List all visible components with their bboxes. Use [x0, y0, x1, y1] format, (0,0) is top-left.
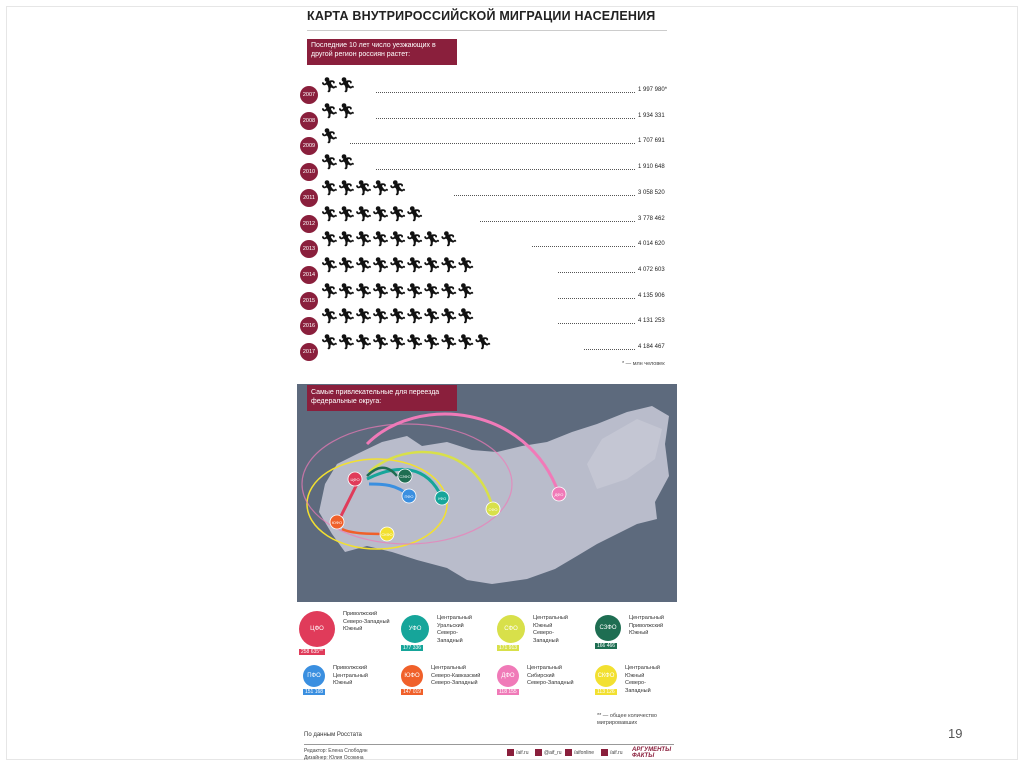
migration-row	[297, 129, 677, 155]
migration-count: 4 184 467	[638, 344, 665, 350]
year-badge: 2014	[300, 266, 318, 284]
destination-item: Центральный	[527, 665, 562, 671]
footer-divider	[304, 744, 674, 745]
destination-item: Южный	[343, 626, 363, 632]
running-person-icon: 🏃︎	[473, 334, 491, 351]
district-total: 166 466	[597, 643, 616, 649]
people-icons	[320, 284, 473, 300]
year-badge: 2008	[300, 112, 318, 130]
running-person-icon: 🏃︎	[354, 205, 372, 223]
running-person-icon: 🏃︎	[337, 102, 355, 120]
running-person-icon: 🏃︎	[371, 231, 389, 249]
destination-item: Северо-	[437, 630, 458, 636]
running-person-icon: 🏃︎	[320, 77, 338, 94]
migration-count: 3 058 520	[638, 189, 665, 196]
destination-item: Западный	[625, 687, 651, 694]
dotted-leader	[480, 221, 635, 222]
running-person-icon: 🏃︎	[456, 256, 474, 274]
running-person-icon: 🏃︎	[320, 205, 338, 223]
year-badge: 2012	[300, 215, 318, 233]
people-icons	[320, 207, 422, 223]
running-person-icon: 🏃︎	[354, 179, 372, 197]
running-person-icon: 🏃︎	[320, 231, 338, 249]
running-person-icon: 🏃︎	[337, 205, 355, 223]
destination-item: Западный	[437, 637, 463, 644]
running-person-icon: 🏃︎	[422, 256, 440, 274]
migration-row	[297, 232, 677, 258]
district-legend	[297, 605, 677, 715]
district-circle: СЗФО	[595, 615, 621, 641]
destination-item: Приволжский	[333, 665, 368, 671]
migration-row	[297, 309, 677, 335]
destination-list	[333, 665, 368, 688]
dotted-leader	[532, 246, 635, 247]
running-person-icon: 🏃︎	[337, 179, 355, 197]
migration-map	[297, 384, 677, 602]
district-circle: ДФО	[497, 665, 519, 687]
running-person-icon: 🏃︎	[405, 231, 423, 249]
district-total: 177 336	[403, 645, 422, 651]
running-person-icon: 🏃︎	[388, 308, 406, 326]
dotted-leader	[350, 143, 635, 144]
running-person-icon: 🏃︎	[388, 334, 406, 351]
year-badge: 2009	[300, 137, 318, 155]
migration-row	[297, 78, 677, 104]
running-person-icon: 🏃︎	[456, 308, 474, 326]
running-person-icon: 🏃︎	[320, 282, 338, 300]
running-person-icon: 🏃︎	[388, 282, 406, 300]
district-circle: ЦФО	[299, 611, 335, 647]
district-total: 258 635**	[301, 649, 323, 655]
running-person-icon: 🏃︎	[320, 334, 338, 351]
destination-item: Северо-Западный	[431, 680, 478, 686]
running-person-icon: 🏃︎	[320, 256, 338, 274]
running-person-icon: 🏃︎	[371, 282, 389, 300]
dotted-leader	[376, 169, 635, 170]
running-person-icon: 🏃︎	[439, 231, 457, 249]
running-person-icon: 🏃︎	[320, 128, 338, 146]
district-node-label: УФО	[437, 496, 447, 501]
people-icons	[320, 104, 354, 120]
people-icons	[320, 78, 354, 94]
legend-district	[303, 661, 393, 709]
migration-count: 4 131 253	[638, 318, 665, 325]
destination-list	[437, 615, 472, 645]
district-circle: СФО	[497, 615, 525, 643]
migration-count: 4 014 620	[638, 241, 665, 248]
district-node-label: ПФО	[404, 494, 414, 499]
page-number: 19	[948, 726, 963, 741]
legend-district	[299, 607, 389, 655]
year-badge: 2017	[300, 343, 318, 361]
destination-item: Уральский	[437, 622, 464, 629]
running-person-icon: 🏃︎	[422, 334, 440, 351]
migration-count: 1 910 648	[638, 164, 665, 171]
running-person-icon: 🏃︎	[388, 205, 406, 223]
destination-item: Северо-Западный	[343, 618, 390, 625]
running-person-icon: 🏃︎	[371, 205, 389, 223]
district-total: 113 126	[597, 689, 615, 695]
running-person-icon: 🏃︎	[456, 334, 474, 351]
district-node-label: СЗФО	[399, 474, 411, 479]
running-person-icon: 🏃︎	[439, 282, 457, 300]
district-node-label: ЦФО	[350, 477, 360, 482]
dotted-leader	[376, 92, 635, 93]
facebook-icon	[565, 749, 572, 756]
title-divider	[307, 30, 667, 31]
migration-count: 1 997 980*	[638, 87, 668, 93]
destination-item: Северо-Кавказский	[431, 672, 481, 679]
destination-list	[533, 615, 568, 645]
vk-icon	[507, 749, 514, 756]
migration-count: 1 934 331	[638, 112, 665, 119]
running-person-icon: 🏃︎	[422, 231, 440, 249]
ok-icon	[601, 749, 608, 756]
credits	[304, 748, 368, 762]
social-vk[interactable]: /aif.ru	[507, 749, 529, 756]
district-circle: ПФО	[303, 665, 325, 687]
twitter-icon	[535, 749, 542, 756]
people-icons	[320, 129, 337, 145]
data-source: По данным Росстата	[304, 732, 362, 738]
infographic	[297, 0, 677, 767]
destination-item: Приволжский	[343, 611, 378, 617]
legend-district	[497, 661, 587, 709]
legend-district	[595, 661, 685, 709]
destination-item: Южный	[533, 622, 553, 629]
designer-credit: Дизайнер: Юлия Осокина	[304, 755, 364, 761]
destination-item: Центральный	[431, 665, 466, 671]
destination-item: Северо-	[533, 630, 554, 636]
destination-item: Южный	[625, 672, 645, 679]
running-person-icon: 🏃︎	[354, 231, 372, 249]
dotted-leader	[558, 323, 635, 324]
district-circle: СКФО	[595, 665, 617, 687]
running-person-icon: 🏃︎	[337, 154, 355, 172]
district-total: 118 155	[499, 689, 517, 695]
destination-item: Центральный	[333, 672, 368, 679]
migration-row	[297, 335, 677, 361]
running-person-icon: 🏃︎	[354, 334, 372, 351]
destination-item: Сибирский	[527, 672, 555, 679]
migration-row	[297, 104, 677, 130]
legend-district	[401, 661, 491, 709]
people-icons	[320, 335, 490, 351]
destination-list	[625, 665, 660, 695]
running-person-icon: 🏃︎	[422, 282, 440, 300]
destination-item: Северо-Западный	[527, 680, 574, 686]
intro-caption: Последние 10 лет число уезжающих в другой регион россиян растет:	[307, 39, 457, 65]
district-circle: ЮФО	[401, 665, 423, 687]
social-ok[interactable]: /aif.ru	[601, 749, 623, 756]
destination-item: Центральный	[533, 615, 568, 621]
running-person-icon: 🏃︎	[337, 282, 355, 300]
destination-item: Центральный	[437, 615, 472, 621]
district-node-label: СФО	[488, 507, 498, 512]
running-person-icon: 🏃︎	[320, 102, 338, 120]
running-person-icon: 🏃︎	[422, 308, 440, 326]
social-facebook[interactable]: /aifonline	[565, 749, 594, 756]
running-person-icon: 🏃︎	[456, 282, 474, 300]
running-person-icon: 🏃︎	[354, 308, 372, 326]
running-person-icon: 🏃︎	[439, 334, 457, 351]
district-node-label: ДФО	[554, 492, 564, 497]
dotted-leader	[454, 195, 635, 196]
migration-row	[297, 155, 677, 181]
migration-count: 4 135 906	[638, 292, 665, 299]
unit-footnote: * — млн человек	[622, 361, 665, 367]
year-badge: 2007	[300, 86, 318, 104]
people-icons	[320, 155, 354, 171]
running-person-icon: 🏃︎	[405, 308, 423, 326]
dotted-leader	[584, 349, 635, 350]
running-person-icon: 🏃︎	[405, 282, 423, 300]
dotted-leader	[376, 118, 635, 119]
infographic-title: КАРТА ВНУТРИРОССИЙСКОЙ МИГРАЦИИ НАСЕЛЕНИЯ	[307, 9, 656, 23]
district-total: 151 168	[305, 689, 324, 695]
destination-list	[343, 611, 390, 634]
destination-item: Приволжский	[629, 622, 664, 629]
running-person-icon: 🏃︎	[439, 308, 457, 326]
russia-map-svg	[297, 384, 677, 602]
year-badge: 2016	[300, 317, 318, 335]
running-person-icon: 🏃︎	[371, 334, 389, 351]
running-person-icon: 🏃︎	[371, 256, 389, 274]
running-person-icon: 🏃︎	[337, 77, 355, 94]
running-person-icon: 🏃︎	[405, 256, 423, 274]
destination-item: Западный	[533, 637, 559, 644]
district-circle: УФО	[401, 615, 429, 643]
destination-list	[629, 615, 664, 638]
migration-row	[297, 258, 677, 284]
running-person-icon: 🏃︎	[388, 256, 406, 274]
district-total: 171 913	[499, 645, 518, 651]
running-person-icon: 🏃︎	[388, 179, 406, 197]
running-person-icon: 🏃︎	[405, 205, 423, 223]
year-badge: 2010	[300, 163, 318, 181]
running-person-icon: 🏃︎	[371, 179, 389, 197]
legend-footnote: ** — общее количество мигрировавших	[597, 713, 657, 726]
year-badge: 2015	[300, 292, 318, 310]
map-caption: Самые привлекательные для переезда федеральные округа:	[307, 385, 457, 411]
legend-district	[497, 611, 587, 659]
people-icons	[320, 181, 405, 197]
destination-list	[527, 665, 574, 688]
editor-credit: Редактор: Елена Слободян	[304, 748, 368, 754]
running-person-icon: 🏃︎	[405, 334, 423, 351]
running-person-icon: 🏃︎	[337, 231, 355, 249]
migration-row	[297, 181, 677, 207]
running-person-icon: 🏃︎	[354, 282, 372, 300]
running-person-icon: 🏃︎	[320, 179, 338, 197]
running-person-icon: 🏃︎	[354, 256, 372, 274]
people-icons	[320, 232, 456, 248]
destination-item: Центральный	[625, 665, 660, 671]
destination-item: Южный	[629, 630, 649, 636]
destination-item: Северо-	[625, 680, 646, 686]
district-node-label: СКФО	[381, 532, 393, 537]
destination-item: Южный	[333, 680, 353, 686]
migration-count: 4 072 603	[638, 266, 665, 273]
running-person-icon: 🏃︎	[320, 308, 338, 326]
destination-item: Центральный	[629, 615, 664, 621]
running-person-icon: 🏃︎	[371, 308, 389, 326]
year-badge: 2011	[300, 189, 318, 207]
people-icons	[320, 258, 473, 274]
running-person-icon: 🏃︎	[439, 256, 457, 274]
district-node-label: ЮФО	[331, 520, 343, 525]
year-badge: 2013	[300, 240, 318, 258]
running-person-icon: 🏃︎	[337, 256, 355, 274]
social-twitter[interactable]: @aif_ru	[535, 749, 562, 756]
destination-list	[431, 665, 480, 688]
brand-logo: АРГУМЕНТЫ ФАКТЫ	[632, 747, 672, 759]
district-total: 147 019	[403, 689, 422, 695]
migration-count: 3 778 462	[638, 215, 665, 222]
running-person-icon: 🏃︎	[337, 308, 355, 326]
running-person-icon: 🏃︎	[320, 154, 338, 172]
dotted-leader	[558, 298, 635, 299]
running-person-icon: 🏃︎	[337, 334, 355, 351]
people-icons	[320, 309, 473, 325]
migration-row	[297, 284, 677, 310]
legend-district	[401, 611, 491, 659]
legend-district	[595, 611, 685, 659]
dotted-leader	[558, 272, 635, 273]
migration-count: 1 707 691	[638, 138, 665, 145]
migration-row	[297, 207, 677, 233]
running-person-icon: 🏃︎	[388, 231, 406, 249]
